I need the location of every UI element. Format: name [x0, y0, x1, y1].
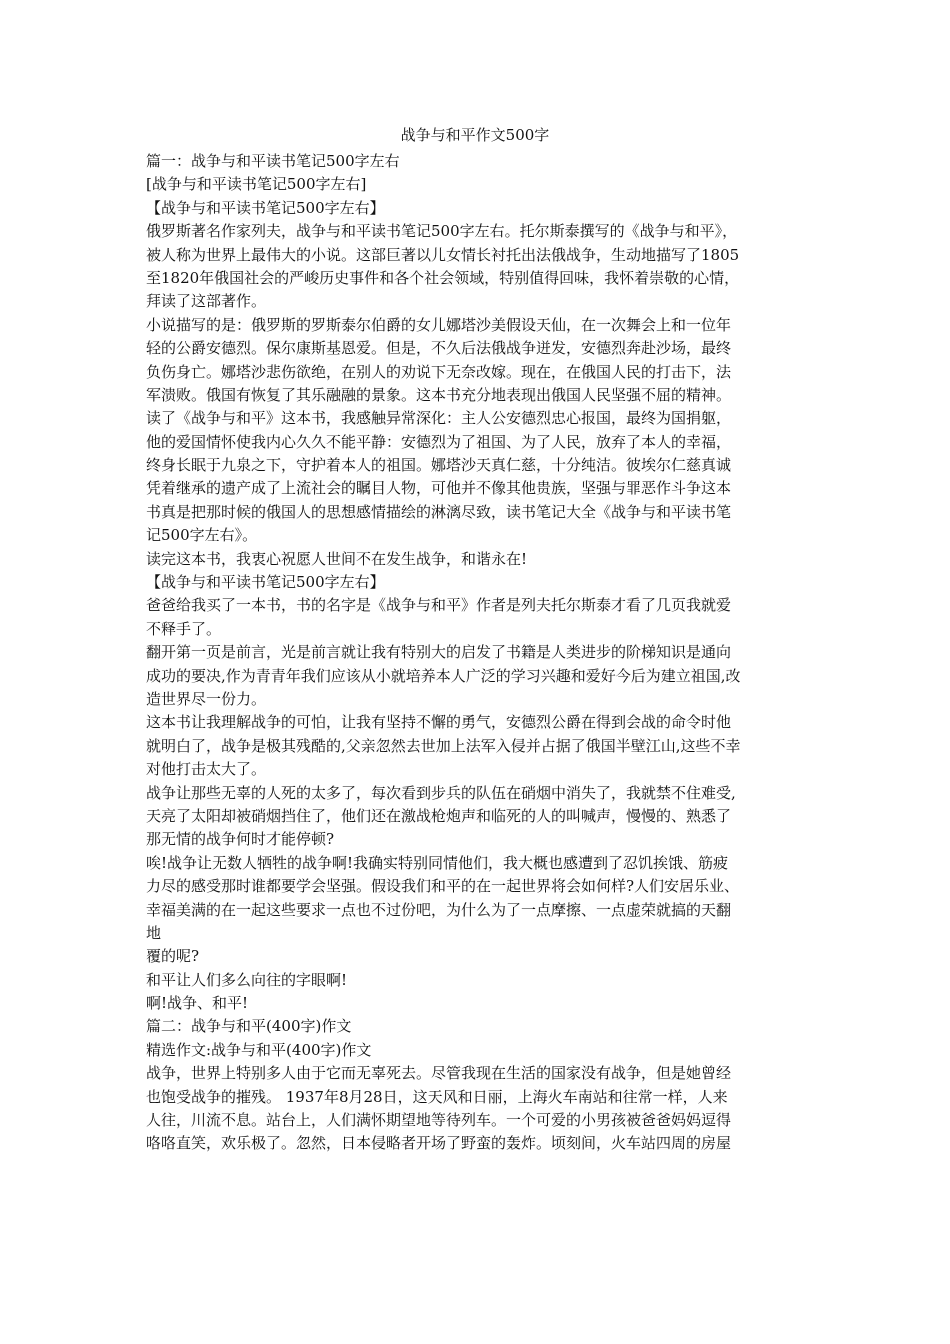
text-line: 幸福美满的在一起这些要求一点也不过份吧，为什么为了一点摩擦、一点虚荣就搞的天翻	[146, 900, 732, 919]
text-line: 不释手了。	[146, 619, 222, 638]
text-line: 被人称为世界上最伟大的小说。这部巨著以儿女情长衬托出法俄战争，生动地描写了1805	[146, 245, 740, 264]
text-line: 军溃败。俄国有恢复了其乐融融的景象。这本书充分地表现出俄国人民坚强不屈的精神。	[146, 385, 732, 404]
text-line: [战争与和平读书笔记500字左右]	[146, 175, 367, 194]
text-line: 人往，川流不息。站台上，人们满怀期望地等待列车。一个可爱的小男孩被爸爸妈妈逗得	[146, 1111, 732, 1130]
text-line: 记500字左右》。	[146, 526, 258, 545]
text-line: 凭着继承的遗产成了上流社会的瞩目人物，可他并不像其他贵族，坚强与罪恶作斗争这本	[146, 479, 732, 498]
text-line: 小说描写的是：俄罗斯的罗斯泰尔伯爵的女儿娜塔沙美假设天仙，在一次舞会上和一位年	[146, 315, 732, 334]
text-line: 精选作文:战争与和平(400字)作文	[146, 1040, 372, 1059]
text-line: 啊!战争、和平!	[146, 994, 249, 1013]
text-line: 就明白了，战争是极其残酷的,父亲忽然去世加上法军入侵并占据了俄国半壁江山,这些不幸	[146, 736, 741, 755]
document-body	[146, 150, 822, 1156]
text-line: 覆的呢?	[146, 947, 200, 966]
text-line: 读了《战争与和平》这本书，我感触异常深化：主人公安德烈忠心报国，最终为国捐躯，	[146, 409, 732, 428]
text-line: 篇二：战争与和平(400字)作文	[146, 1017, 352, 1036]
text-line: 读完这本书，我衷心祝愿人世间不在发生战争，和谐永在!	[146, 549, 528, 568]
text-line: 篇一：战争与和平读书笔记500字左右	[146, 152, 400, 170]
text-line: 负伤身亡。娜塔沙悲伤欲绝，在别人的劝说下无奈改嫁。现在，在俄国人民的打击下，法	[146, 362, 732, 381]
text-line: 拜读了这部著作。	[146, 292, 267, 311]
text-line: 书真是把那时候的俄国人的思想感情描绘的淋漓尽致，读书笔记大全《战争与和平读书笔	[146, 502, 732, 521]
text-line: 地	[146, 923, 162, 942]
text-line: 【战争与和平读书笔记500字左右】	[146, 198, 385, 217]
text-line: 唉!战争让无数人牺牲的战争啊!我确实特别同情他们，我大概也感遭到了忍饥挨饿、筋疲	[146, 853, 729, 872]
text-line: 翻开第一页是前言，光是前言就让我有特别大的启发了书籍是人类进步的阶梯知识是通向	[146, 643, 732, 662]
text-line: 咯咯直笑，欢乐极了。忽然，日本侵略者开场了野蛮的轰炸。顷刻间，火车站四周的房屋	[146, 1134, 732, 1153]
text-line: 力尽的感受那时谁都要学会坚强。假设我们和平的在一起世界将会如何样?人们安居乐业、	[146, 877, 740, 896]
text-line: 这本书让我理解战争的可怕，让我有坚持不懈的勇气，安德烈公爵在得到会战的命令时他	[146, 713, 732, 732]
text-line: 轻的公爵安德烈。保尔康斯基恩爱。但是，不久后法俄战争迸发，安德烈奔赴沙场，最终	[146, 339, 732, 358]
text-line: 造世界尽一份力。	[146, 689, 267, 708]
text-line: 和平让人们多么向往的字眼啊!	[146, 970, 348, 989]
text-line: 战争让那些无辜的人死的太多了，每次看到步兵的队伍在硝烟中消失了，我就禁不住难受,	[146, 783, 736, 802]
text-line: 至1820年俄国社会的严峻历史事件和各个社会领域，特别值得回味，我怀着崇敬的心情，	[146, 268, 740, 287]
text-line: 也饱受战争的摧残。 1937年8月28日，这天风和日丽，上海火车南站和往常一样，人来	[146, 1087, 728, 1106]
text-line: 对他打击太大了。	[146, 760, 267, 779]
text-line: 天亮了太阳却被硝烟挡住了，他们还在激战枪炮声和临死的人的叫喊声，慢慢的、熟悉了	[146, 806, 732, 825]
text-line: 战争，世界上特别多人由于它而无辜死去。尽管我现在生活的国家没有战争，但是她曾经	[146, 1064, 732, 1083]
text-line: 【战争与和平读书笔记500字左右】	[146, 573, 385, 592]
text-line: 俄罗斯著名作家列夫，战争与和平读书笔记500字左右。托尔斯泰撰写的《战争与和平》，	[146, 222, 738, 241]
document-title: 战争与和平作文500字	[400, 126, 550, 144]
text-line: 终身长眠于九泉之下，守护着本人的祖国。娜塔沙天真仁慈，十分纯洁。彼埃尔仁慈真诚	[146, 456, 732, 475]
text-line: 爸爸给我买了一本书，书的名字是《战争与和平》作者是列夫托尔斯泰才看了几页我就爱	[146, 596, 732, 615]
text-line: 他的爱国情怀使我内心久久不能平静：安德烈为了祖国、为了人民，放弃了本人的幸福，	[146, 432, 732, 451]
text-line: 成功的要决,作为青青年我们应该从小就培养本人广泛的学习兴趣和爱好今后为建立祖国,改	[146, 666, 741, 685]
text-line: 那无情的战争何时才能停顿?	[146, 830, 335, 849]
